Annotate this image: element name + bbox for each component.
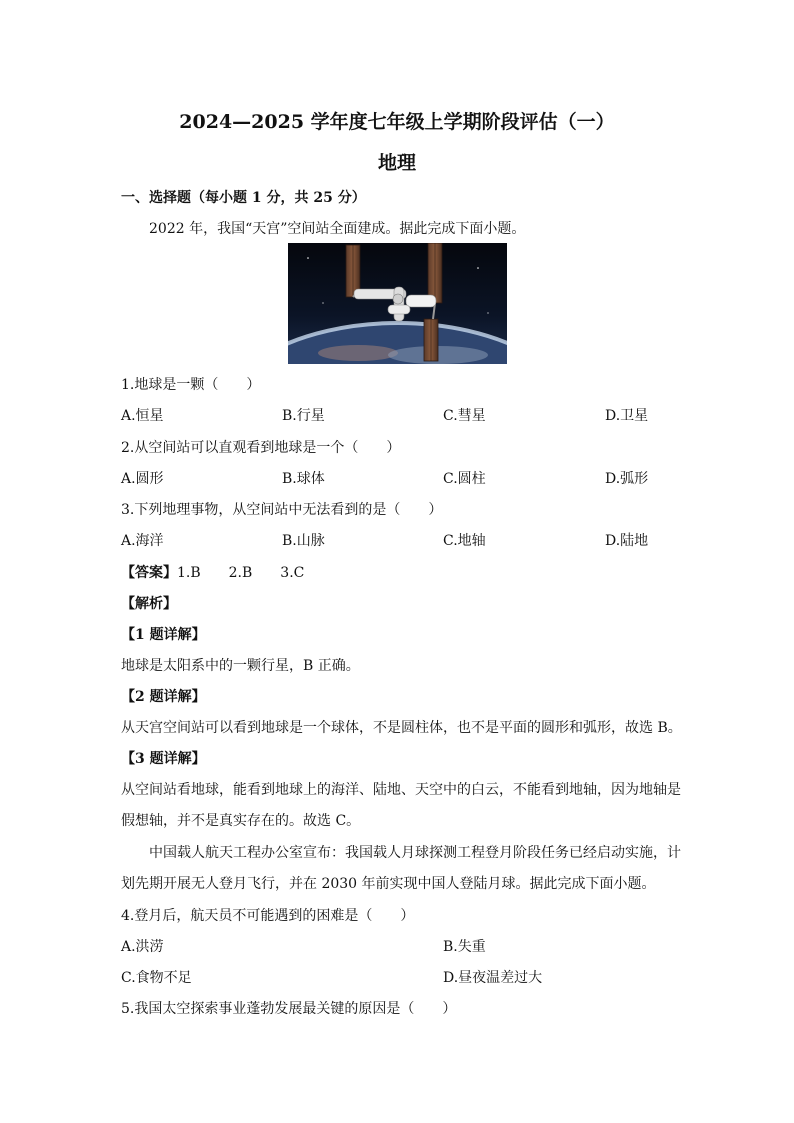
- group2-intro-line2: 划先期开展无人登月飞行，并在 2030 年前实现中国人登陆月球。据此完成下面小题。: [121, 876, 656, 892]
- group1-intro: 2022 年，我国“天宫”空间站全面建成。据此完成下面小题。: [149, 221, 526, 237]
- question-2-stem: 2.从空间站可以直观看到地球是一个（ ）: [121, 440, 401, 456]
- question-5-stem: 5.我国太空探索事业蓬勃发展最关键的原因是（ ）: [121, 1001, 457, 1017]
- q3-option-c: C.地轴: [443, 533, 486, 549]
- q2-option-d: D.弧形: [605, 471, 649, 487]
- detail-2-label: 【2 题详解】: [121, 689, 206, 705]
- detail-1-text: 地球是太阳系中的一颗行星，B 正确。: [121, 658, 360, 674]
- q1-option-c: C.彗星: [443, 408, 486, 424]
- q3-option-b: B.山脉: [282, 533, 325, 549]
- space-station-over-earth-photo: [288, 243, 507, 364]
- document-title: 2024—2025 学年度七年级上学期阶段评估（一）: [179, 111, 615, 133]
- q1-option-a: A.恒星: [121, 408, 164, 424]
- q1-option-b: B.行星: [282, 408, 325, 424]
- answer-text: 1.B 2.B 3.C: [177, 565, 305, 581]
- section-heading: 一、选择题（每小题 1 分，共 25 分）: [121, 190, 366, 206]
- question-1-stem: 1.地球是一颗（ ）: [121, 377, 261, 393]
- detail-1-label: 【1 题详解】: [121, 627, 206, 643]
- detail-3-label: 【3 题详解】: [121, 751, 206, 767]
- q4-option-d: D.昼夜温差过大: [443, 970, 543, 986]
- q2-option-a: A.圆形: [121, 471, 164, 487]
- q4-option-c: C.食物不足: [121, 970, 192, 986]
- q3-option-d: D.陆地: [605, 533, 649, 549]
- q2-option-c: C.圆柱: [443, 471, 486, 487]
- answer-line: [121, 562, 304, 582]
- detail-3-text-line2: 假想轴，并不是真实存在的。故选 C。: [121, 813, 361, 829]
- group2-intro-line1: 中国载人航天工程办公室宣布：我国载人月球探测工程登月阶段任务已经启动实施，计: [149, 845, 681, 861]
- q2-option-b: B.球体: [282, 471, 325, 487]
- analysis-label: 【解析】: [121, 596, 177, 612]
- q4-option-a: A.洪涝: [121, 939, 164, 955]
- q4-option-b: B.失重: [443, 939, 486, 955]
- space-station-photo: [288, 243, 507, 364]
- question-3-stem: 3.下列地理事物，从空间站中无法看到的是（ ）: [121, 502, 443, 518]
- detail-3-text-line1: 从空间站看地球，能看到地球上的海洋、陆地、天空中的白云，不能看到地轴，因为地轴是: [121, 782, 681, 798]
- q3-option-a: A.海洋: [121, 533, 164, 549]
- q1-option-d: D.卫星: [605, 408, 649, 424]
- answer-label: 【答案】: [121, 565, 177, 581]
- subject-title: 地理: [377, 152, 416, 174]
- question-4-stem: 4.登月后，航天员不可能遇到的困难是（ ）: [121, 908, 415, 924]
- detail-2-text: 从天宫空间站可以看到地球是一个球体，不是圆柱体，也不是平面的圆形和弧形，故选 B。: [121, 720, 682, 736]
